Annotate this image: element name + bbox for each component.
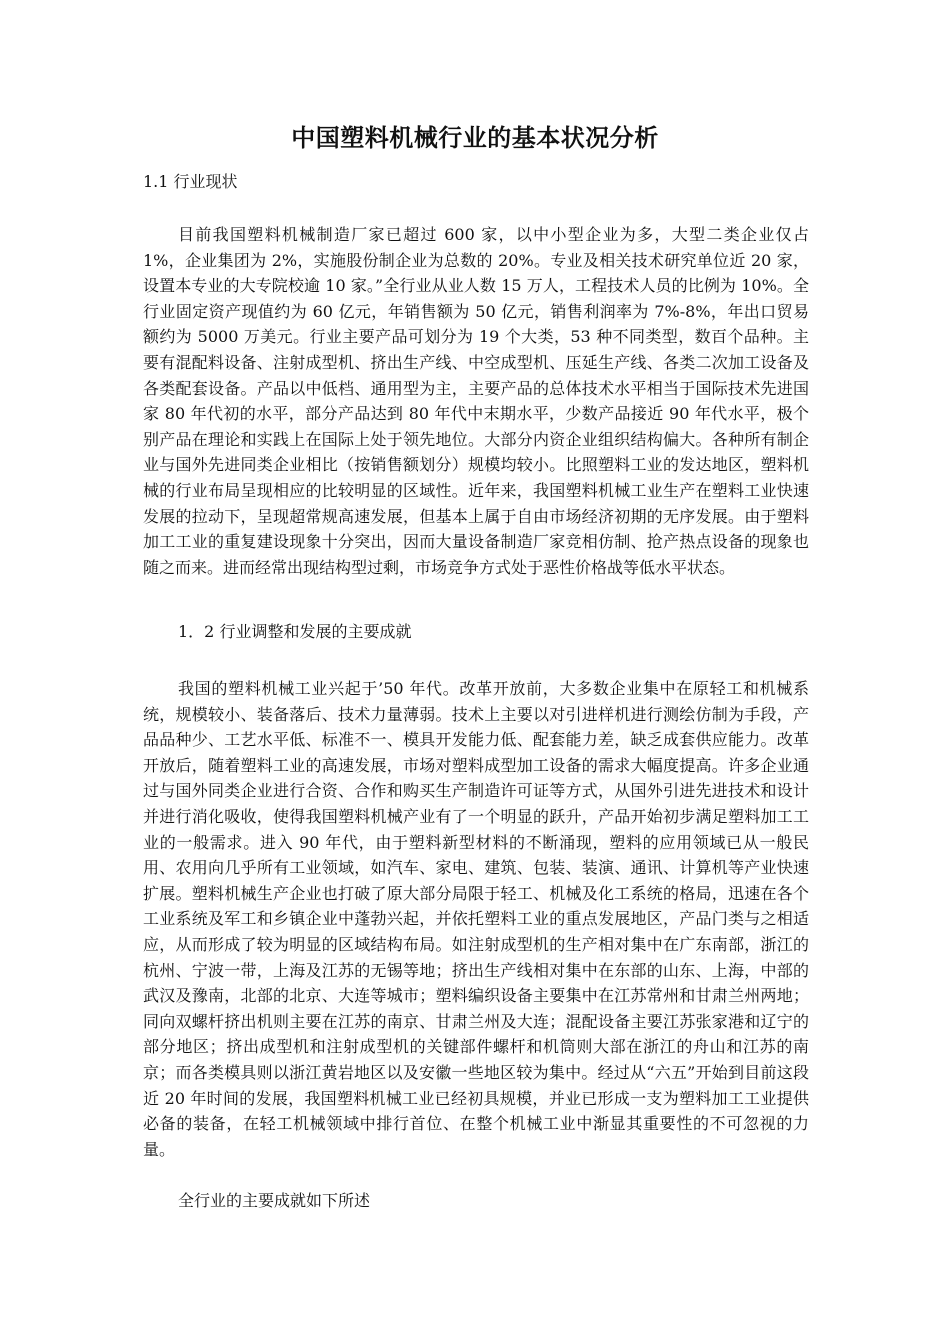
section-heading-1-2: 1．2 行业调整和发展的主要成就 bbox=[178, 622, 412, 641]
document-title: 中国塑料机械行业的基本状况分析 bbox=[291, 123, 659, 152]
section-heading-1-1: 1.1 行业现状 bbox=[143, 172, 238, 191]
section-paragraph-1-1: 目前我国塑料机械制造厂家已超过 600 家，以中小型企业为多，大型二类企业仅占 1%，企业集团为 2%，实施股份制企业为总数的 20%。专业及相关技术研究单位近 20 家，设置本专业的大专院校逾 10 家。”全行业从业人数 15 万人，工程技术人员的比例为 10%。全行业固定资产现值约为 60 亿元，年销售额为 50 亿元，销售利润率为 7%-8%，年出口贸易额约为 5000 万美元。行业主要产品可划分为 19 个大类，53 种不同类型，数百个品种。主要有混配料设备、注射成型机、挤出生产线、中空成型机、压延生产线、各类二次加工设备及各类配套设备。产品以中低档、通用型为主，主要产品的总体技术水平相当于国际技术先进国家 80 年代初的水平，部分产品达到 80 年代中末期水平，少数产品接近 90 年代水平，极个别产品在理论和实践上在国际上处于领先地位。大部分内资企业组织结构偏大。各种所有制企业与国外先进同类企业相比（按销售额划分）规模均较小。比照塑料工业的发达地区，塑料机械的行业布局呈现相应的比较明显的区域性。近年来，我国塑料机械工业生产在塑料工业快速发展的拉动下，呈现超常规高速发展，但基本上属于自由市场经济初期的无序发展。由于塑料加工工业的重复建设现象十分突出，因而大量设备制造厂家竞相仿制、抢产热点设备的现象也随之而来。进而经常出现结构型过剩，市场竞争方式处于恶性价格战等低水平状态。 bbox=[143, 225, 809, 577]
section-paragraph-1-2: 我国的塑料机械工业兴起于’50 年代。改革开放前，大多数企业集中在原轻工和机械系统，规模较小、装备落后、技术力量薄弱。技术上主要以对引进样机进行测绘仿制为手段，产品品种少、工艺水平低、标准不一、模具开发能力低、配套能力差，缺乏成套供应能力。改革开放后，随着塑料工业的高速发展，市场对塑料成型加工设备的需求大幅度提高。许多企业通过与国外同类企业进行合资、合作和购买生产制造许可证等方式，从国外引进先进技术和设计并进行消化吸收，使得我国塑料机械产业有了一个明显的跃升，产品开始初步满足塑料加工工业的一般需求。进入 90 年代，由于塑料新型材料的不断涌现，塑料的应用领域已从一般民用、农用向几乎所有工业领域，如汽车、家电、建筑、包装、装演、通讯、计算机等产业快速扩展。塑料机械生产企业也打破了原大部分局限于轻工、机械及化工系统的格局，迅速在各个工业系统及军工和乡镇企业中蓬勃兴起，并依托塑料工业的重点发展地区，产品门类与之相适应，从而形成了较为明显的区域结构布局。如注射成型机的生产相对集中在广东南部，浙江的杭州、宁波一带，上海及江苏的无锡等地；挤出生产线相对集中在东部的山东、上海，中部的武汉及豫南，北部的北京、大连等城市；塑料编织设备主要集中在江苏常州和甘肃兰州两地；同向双螺杆挤出机则主要在江苏的南京、甘肃兰州及大连；混配设备主要江苏张家港和辽宁的部分地区；挤出成型机和注射成型机的关键部件螺杆和机筒则大部在浙江的舟山和江苏的南京；而各类模具则以浙江黄岩地区以及安徽一些地区较为集中。经过从“六五”开始到目前这段近 20 年时间的发展，我国塑料机械工业已经初具规模，并业已形成一支为塑料加工工业提供必备的装备，在轻工机械领域中排行首位、在整个机械工业中渐显其重要性的不可忽视的力量。 bbox=[143, 679, 809, 1159]
closing-line: 全行业的主要成就如下所述 bbox=[178, 1191, 371, 1210]
